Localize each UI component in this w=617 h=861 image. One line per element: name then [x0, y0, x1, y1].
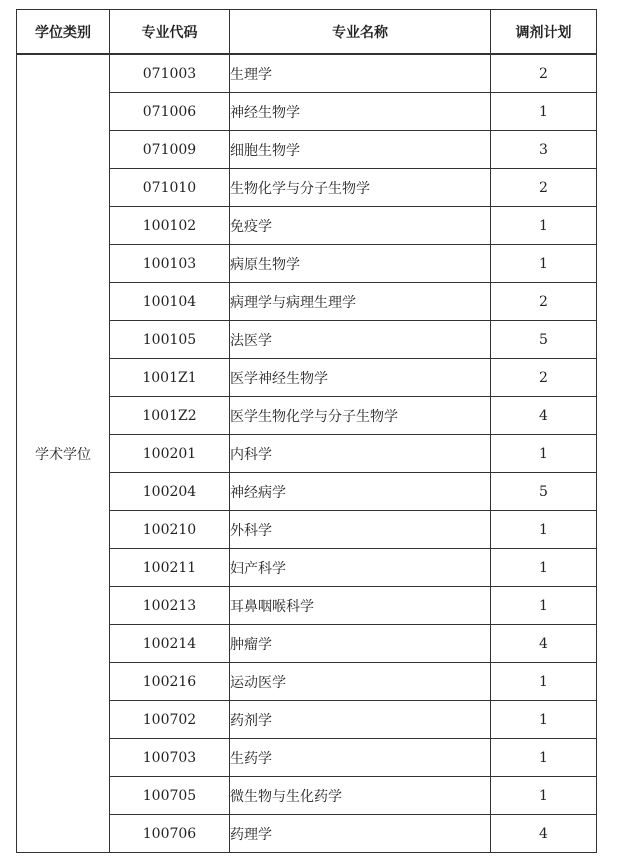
major-code-cell: 100102 [110, 207, 230, 245]
adjust-plan-cell: 2 [491, 169, 597, 207]
major-name-cell: 医学神经生物学 [230, 359, 491, 397]
adjust-plan-cell: 1 [491, 701, 597, 739]
adjust-plan-cell: 4 [491, 625, 597, 663]
adjust-plan-cell: 5 [491, 473, 597, 511]
major-code-cell: 100201 [110, 435, 230, 473]
major-name-cell: 妇产科学 [230, 549, 491, 587]
adjust-plan-cell: 1 [491, 549, 597, 587]
major-code-cell: 100103 [110, 245, 230, 283]
header-row [17, 10, 597, 55]
header-degree-type: 学位类别 [17, 10, 110, 55]
major-name-cell: 生物化学与分子生物学 [230, 169, 491, 207]
header-major-code: 专业代码 [110, 10, 230, 55]
major-name-cell: 肿瘤学 [230, 625, 491, 663]
adjust-plan-cell: 1 [491, 587, 597, 625]
major-code-cell: 100213 [110, 587, 230, 625]
major-code-cell: 100216 [110, 663, 230, 701]
major-name-cell: 药剂学 [230, 701, 491, 739]
table-header [17, 10, 597, 55]
major-code-cell: 071003 [110, 54, 230, 93]
major-name-cell: 免疫学 [230, 207, 491, 245]
adjust-plan-cell: 2 [491, 54, 597, 93]
major-name-cell: 运动医学 [230, 663, 491, 701]
major-code-cell: 100702 [110, 701, 230, 739]
adjust-plan-cell: 1 [491, 245, 597, 283]
adjust-plan-cell: 1 [491, 207, 597, 245]
major-code-cell: 100204 [110, 473, 230, 511]
header-major-name: 专业名称 [230, 10, 491, 55]
major-name-cell: 外科学 [230, 511, 491, 549]
adjust-plan-cell: 1 [491, 663, 597, 701]
header-adjust-plan: 调剂计划 [491, 10, 597, 55]
major-name-cell: 法医学 [230, 321, 491, 359]
major-code-cell: 100703 [110, 739, 230, 777]
major-code-cell: 1001Z1 [110, 359, 230, 397]
adjust-plan-cell: 4 [491, 397, 597, 435]
degree-type-cell: 学术学位 [17, 54, 110, 853]
major-name-cell: 内科学 [230, 435, 491, 473]
major-code-cell: 100105 [110, 321, 230, 359]
adjust-plan-cell: 1 [491, 777, 597, 815]
major-code-cell: 100104 [110, 283, 230, 321]
major-name-cell: 药理学 [230, 815, 491, 853]
table-row [17, 54, 597, 93]
adjust-plan-cell: 3 [491, 131, 597, 169]
adjust-plan-cell: 5 [491, 321, 597, 359]
major-name-cell: 微生物与生化药学 [230, 777, 491, 815]
major-code-cell: 071006 [110, 93, 230, 131]
major-name-cell: 耳鼻咽喉科学 [230, 587, 491, 625]
major-name-cell: 神经病学 [230, 473, 491, 511]
adjust-plan-cell: 1 [491, 435, 597, 473]
adjust-plan-cell: 4 [491, 815, 597, 853]
major-name-cell: 生理学 [230, 54, 491, 93]
major-code-cell: 071009 [110, 131, 230, 169]
major-code-cell: 1001Z2 [110, 397, 230, 435]
major-code-cell: 100705 [110, 777, 230, 815]
major-code-cell: 100214 [110, 625, 230, 663]
major-name-cell: 细胞生物学 [230, 131, 491, 169]
major-name-cell: 医学生物化学与分子生物学 [230, 397, 491, 435]
table-body [17, 54, 597, 853]
major-name-cell: 生药学 [230, 739, 491, 777]
adjust-plan-cell: 1 [491, 739, 597, 777]
major-name-cell: 病原生物学 [230, 245, 491, 283]
major-code-cell: 100210 [110, 511, 230, 549]
major-code-cell: 071010 [110, 169, 230, 207]
adjust-plan-cell: 2 [491, 359, 597, 397]
adjust-plan-cell: 1 [491, 511, 597, 549]
major-name-cell: 神经生物学 [230, 93, 491, 131]
major-code-cell: 100211 [110, 549, 230, 587]
adjustment-plan-table [16, 9, 597, 853]
major-name-cell: 病理学与病理生理学 [230, 283, 491, 321]
adjust-plan-cell: 1 [491, 93, 597, 131]
major-code-cell: 100706 [110, 815, 230, 853]
adjust-plan-cell: 2 [491, 283, 597, 321]
